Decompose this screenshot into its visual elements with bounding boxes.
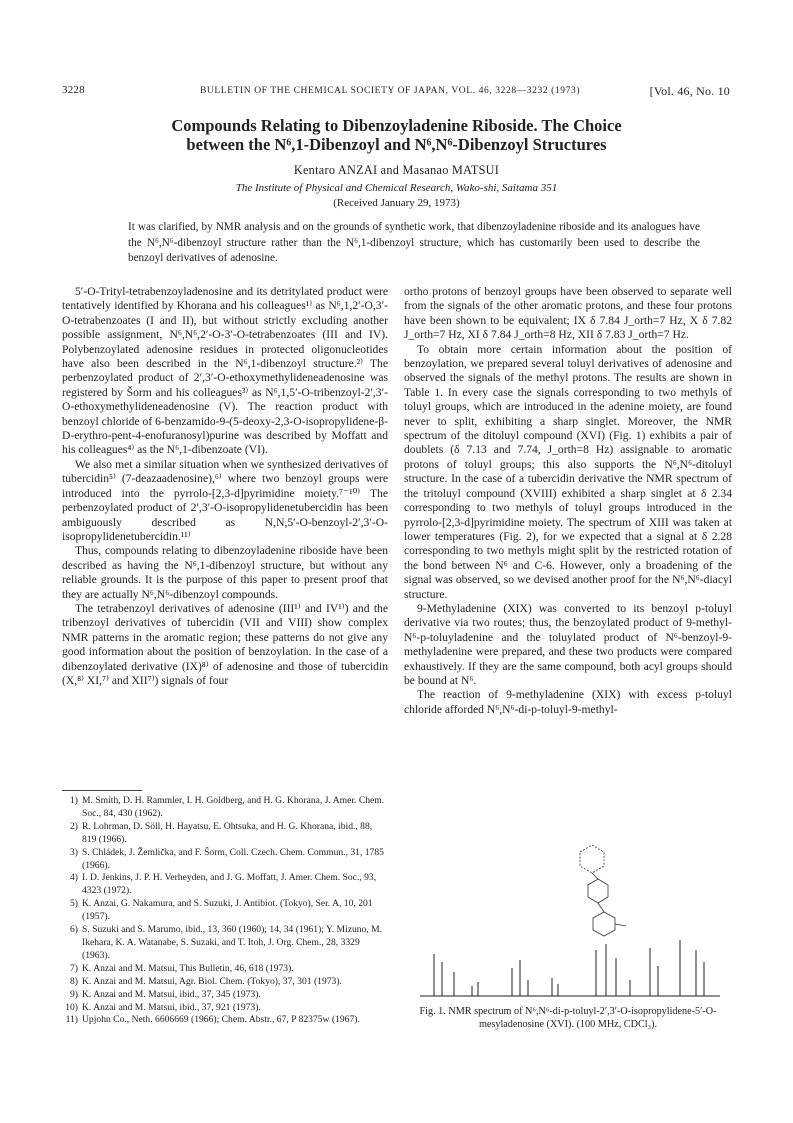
abstract: It was clarified, by NMR analysis and on the grounds of synthetic work, that dibenzoyladenine riboside and its analogues have the N⁶,N⁶-dibenzoyl structure rather than the N⁶,1-dibenzoyl structure, which has customarily been used to describe the benzoyl derivatives of adenosine. — [128, 221, 700, 264]
footnote — [62, 898, 388, 924]
affiliation: The Institute of Physical and Chemical Research, Wako-shi, Saitama 351 — [235, 182, 558, 194]
structure-sketch — [580, 845, 626, 936]
footnote-text: K. Anzai, G. Nakamura, and S. Suzuki, J. Antibiot. (Tokyo), Ser. A, 10, 201 (1957). — [82, 898, 373, 923]
left-column — [62, 285, 388, 688]
spectrum-peaks — [434, 940, 704, 996]
right-paragraph: To obtain more certain information about the position of benzoylation, we prepared several toluyl derivatives of adenosine and observed the signals of the methyl protons. The results are shown in Table 1. In every case the signals corresponding to two methyls of toluyl groups, which are introduced in the adenine moiety, are found never to split, exhibiting a sharp singlet. Moreover, the NMR spectrum of the ditoluyl compound (XVI) (Fig. 1) exhibits a pair of doublets (δ 7.13 and 7.74, J_orth=8 Hz) assignable to aromatic protons of toluyl groups; this also supports the N⁶,N⁶-ditoluyl structure. In the case of a tubercidin derivative the NMR spectrum of the tritoluyl compound (XVIII) exhibited a sharp singlet at δ 2.34 corresponding to two methyls of toluyl groups introduced in the pyrrolo-[2,3-d]pyrimidine moiety. The spectrum of XIII was taken at lower temperatures (Fig. 2), for we expected that a signal at δ 2.28 corresponding to two methyls might split by the restricted rotation of the bond between N⁶ and C-6. However, only a broadening of the signal was observed, so we devised another proof for the N⁶,N⁶-diacyl structure. — [404, 342, 732, 601]
footnote-text: I. D. Jenkins, J. P. H. Verheyden, and J. G. Moffatt, J. Amer. Chem. Soc., 93, 4323 (1972). — [82, 872, 377, 897]
footnote — [62, 963, 388, 976]
footnote-text: K. Anzai and M. Matsui, ibid., 37, 345 (1973). — [82, 988, 261, 1000]
right-paragraph: ortho protons of benzoyl groups have been observed to separate well from the signals of the other aromatic protons, and these four protons have been shown to be equivalent; IX δ 7.84 J_orth=7 Hz, X δ 7.82 J_orth=7 Hz, XI δ 7.84 J_orth=8 Hz, XII δ 7.83 J_orth=7 Hz. — [404, 285, 732, 342]
footnote-text: M. Smith, D. H. Rammler, I. H. Goldberg, and H. G. Khorana, J. Amer. Chem. Soc., 84, 430 (1962). — [82, 795, 385, 819]
page-number: 3228 — [62, 84, 85, 96]
footnote-text: R. Lohrman, D. Söll, H. Hayatsu, E. Ohtsuka, and H. G. Khorana, ibid., 88, 819 (1966). — [82, 820, 373, 845]
footnote-number: 5) — [70, 898, 78, 910]
footnote-text: Upjohn Co., Neth. 6606669 (1966); Chem. Abstr., 67, P 82375w (1967). — [82, 1014, 360, 1026]
figure-caption: Fig. 1. NMR spectrum of N⁶,N⁶-di-p-toluyl-2′,3′-O-isopropylidene-5′-O-mesyladenosine (XVI). (100 MHz, CDCl₃). — [419, 1006, 717, 1031]
footnote-number: 1) — [70, 795, 78, 806]
journal-header: BULLETIN OF THE CHEMICAL SOCIETY OF JAPAN, VOL. 46, 3228—3232 (1973) — [200, 86, 581, 96]
footnote-number: 3) — [70, 846, 78, 858]
right-column — [404, 285, 732, 717]
left-paragraph: 5′-O-Trityl-tetrabenzoyladenosine and its detritylated product were tentatively identified by Khorana and his colleagues¹⁾ as N⁶,1,2′-O,3′-O-tetrabenzoates (I and II), but without strictly excluding another possible assignment, N⁶,N⁶,2′-O-3′-O-tetrabenzoates (III and IV). Polybenzoylated adenosine residues in protected oligonucleotides have also been described in the N⁶,1-dibenzoyl structure.²⁾ The perbenzoylated product of 2′,3′-O-ethoxymethylideneadenosine was registered by Šorm and his colleagues³⁾ as N⁶,1,5′-O-tribenzoyl-2′,3′-O-ethoxymethylideneadenosine (V). The reaction product with benzoyl chloride of 6-benzamido-9-(5-deoxy-2,3-O-isopropylidene-β-D-erythro-pent-4-enofuranosyl)purine was described by Moffatt and his colleagues⁴⁾ as the N⁶,1-dibenzoate (VI). — [62, 285, 388, 457]
footnote-number: 7) — [70, 962, 78, 974]
footnote-text: S. Chládek, J. Žemlička, and F. Šorm, Coll. Czech. Chem. Commun., 31, 1785 (1966). — [82, 846, 384, 871]
footnote-text: K. Anzai and M. Matsui, Agr. Biol. Chem. (Tokyo), 37, 301 (1973). — [82, 975, 342, 987]
footnote-text: S. Suzuki and S. Marumo, ibid., 13, 360 (1960); 14, 34 (1961); Y. Mizuno, M. Ikehara, K. A. Watanabe, S. Suzaki, and T. Itoh, J. Org. Chem., 28, 3329 (1963). — [82, 924, 383, 961]
footnote — [62, 821, 388, 847]
footnote-number: 4) — [70, 872, 78, 884]
footnote-rule — [62, 790, 142, 791]
authors: Kentaro ANZAI and Masanao MATSUI — [293, 163, 500, 177]
footnote — [62, 989, 388, 1002]
footnote-text: K. Anzai and M. Matsui, This Bulletin, 46, 618 (1973). — [82, 962, 294, 974]
left-paragraph: We also met a similar situation when we synthesized derivatives of tubercidin⁵⁾ (7-deazaadenosine),⁶⁾ where two benzoyl groups were introduced into the pyrrolo-[2,3-d]pyrimidine moiety.⁷⁻¹⁰⁾ The perbenzoylated product of 2′,3′-O-isopropylidenetubercidin has been ambiguously described as N,N,5′-O-benzoyl-2′,3′-O-isopropylidenetubercidin.¹¹⁾ — [62, 457, 388, 543]
volume-header: [Vol. 46, No. 10 — [649, 84, 730, 98]
footnote-number: 2) — [70, 820, 78, 832]
left-paragraph: Thus, compounds relating to dibenzoyladenine riboside have been described as having the N⁶,1-dibenzoyl structure, but without any reliable grounds. It is the purpose of this paper to present proof that they are actually N⁶,N⁶-dibenzoyl compounds. — [62, 544, 388, 601]
article-title-line1: Compounds Relating to Dibenzoyladenine Riboside. The Choice — [171, 116, 622, 135]
left-paragraph: The tetrabenzoyl derivatives of adenosine (III¹⁾ and IV¹⁾) and the tribenzoyl derivatives of tubercidin (VII and VIII) show complex NMR patterns in the aromatic region; these patterns do not give any good information about the position of benzoylation. In the case of a dibenzoylated derivative (IX)⁸⁾ of adenosine and those of tubercidin (X,⁸⁾ XI,⁷⁾ and XII⁷⁾) signals of four — [62, 601, 388, 687]
footnote-text: K. Anzai and M. Matsui, ibid., 37, 921 (1973). — [82, 1001, 261, 1013]
footnote — [62, 1014, 388, 1027]
footnote-number: 11) — [65, 1014, 78, 1026]
nmr-spectrum-figure — [420, 830, 720, 1012]
footnote — [62, 795, 388, 821]
footnote-number: 9) — [70, 988, 78, 1000]
received-date: (Received January 29, 1973) — [333, 197, 460, 209]
footnote — [62, 924, 388, 963]
footnote-number: 6) — [70, 924, 78, 936]
footnote-number: 10) — [65, 1001, 78, 1013]
right-paragraph: The reaction of 9-methyladenine (XIX) with excess p-toluyl chloride afforded N⁶,N⁶-di-p-toluyl-9-methyl- — [404, 688, 732, 716]
footnote — [62, 872, 388, 898]
footnote — [62, 1002, 388, 1015]
footnote — [62, 976, 388, 989]
footnote — [62, 847, 388, 873]
article-title-line2: between the N⁶,1-Dibenzoyl and N⁶,N⁶-Dibenzoyl Structures — [186, 135, 607, 154]
footnote-number: 8) — [70, 975, 78, 987]
footnotes — [62, 795, 388, 1027]
right-paragraph: 9-Methyladenine (XIX) was converted to its benzoyl p-toluyl derivative via two routes; thus, the benzoylated product of 9-methyl-N⁶-p-toluyladenine and the toluylated product of N⁶-benzoyl-9-methyladenine were prepared, and these two products were compared exhaustively. If they are the same compound, both acyl groups should be bound at N⁶. — [404, 601, 732, 687]
